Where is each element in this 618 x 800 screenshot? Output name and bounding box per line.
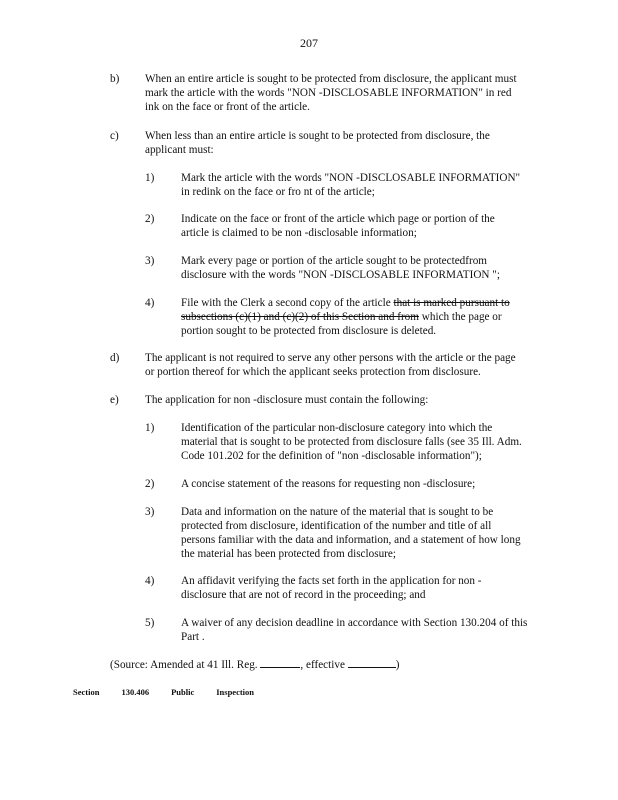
item-c2-text: Indicate on the face or front of the article which page or portion of the article is claimed to be non -disclosable information; xyxy=(181,213,495,239)
item-c3-text: Mark every page or portion of the article sought to be protectedfrom disclosure with the words "NON -DISCLOSABLE INFORMATION "; xyxy=(181,255,500,281)
source-note-pre: (Source: Amended at 41 Ill. Reg. xyxy=(110,659,258,671)
source-note-mid: , effective xyxy=(300,659,345,671)
item-c4-text xyxy=(181,296,526,338)
item-e1-text: Identification of the particular non-disclosure category into which the material that is sought to be protected from disclosure falls (see 35 Ill. Adm. Code 101.202 for the definition of "non -disclosable information"); xyxy=(181,422,522,462)
item-c1-label: 1) xyxy=(145,172,155,184)
effective-date-blank xyxy=(348,657,396,668)
item-c2-label: 2) xyxy=(145,213,155,225)
section-heading xyxy=(73,687,276,697)
item-e-label: e) xyxy=(110,394,119,406)
item-e2-text: A concise statement of the reasons for requesting non -disclosure; xyxy=(181,478,476,490)
source-note xyxy=(110,657,530,672)
item-c4-text-post: which the page or portion sought to be protected from disclosure is deleted. xyxy=(181,311,502,337)
item-e3-text: Data and information on the nature of the material that is sought to be protected from disclosure, identification of the number and title of all persons familiar with the data and information, and a statement of how long the material has been protected from disclosure; xyxy=(181,506,521,560)
register-blank xyxy=(260,657,300,668)
item-e5-label: 5) xyxy=(145,617,155,629)
source-note-post: ) xyxy=(395,659,400,671)
item-c4-text-pre: File with the Clerk a second copy of the article xyxy=(181,297,394,309)
item-e3-label: 3) xyxy=(145,506,155,518)
item-e-text: The application for non -disclosure must contain the following: xyxy=(145,394,429,406)
item-e4-label: 4) xyxy=(145,575,155,587)
item-e1-label: 1) xyxy=(145,422,155,434)
item-b-text: When an entire article is sought to be protected from disclosure, the applicant must mark the article with the words "NON -DISCLOSABLE INFORMATION" in red ink on the face or front of the article. xyxy=(145,73,517,113)
item-e2-label: 2) xyxy=(145,478,155,490)
page-number: 207 xyxy=(300,36,318,50)
item-c4-label: 4) xyxy=(145,297,155,309)
item-c3-label: 3) xyxy=(145,255,155,267)
item-c-text: When less than an entire article is sought to be protected from disclosure, the applicant must: xyxy=(145,130,490,156)
item-c-label: c) xyxy=(110,130,119,142)
section-title-public: Public xyxy=(171,687,195,697)
item-c4-struck-text: that is marked pursuant to subsections (c)(1) and (c)(2) of this Section and from xyxy=(181,297,510,323)
section-word: Section xyxy=(73,687,100,697)
item-e5-text: A waiver of any decision deadline in accordance with Section 130.204 of this Part . xyxy=(181,617,528,643)
item-d-text: The applicant is not required to serve any other persons with the article or the page or portion thereof for which the applicant seeks protection from disclosure. xyxy=(145,352,516,378)
section-title-inspection: Inspection xyxy=(216,687,255,697)
section-number: 130.406 xyxy=(121,687,150,697)
item-e4-text: An affidavit verifying the facts set forth in the application for non -disclosure that are not of record in the proceeding; and xyxy=(181,575,482,601)
item-b-label: b) xyxy=(110,73,120,85)
item-c1-text: Mark the article with the words "NON -DISCLOSABLE INFORMATION" in redink on the face or fro nt of the article; xyxy=(181,172,521,198)
item-d-label: d) xyxy=(110,352,120,364)
